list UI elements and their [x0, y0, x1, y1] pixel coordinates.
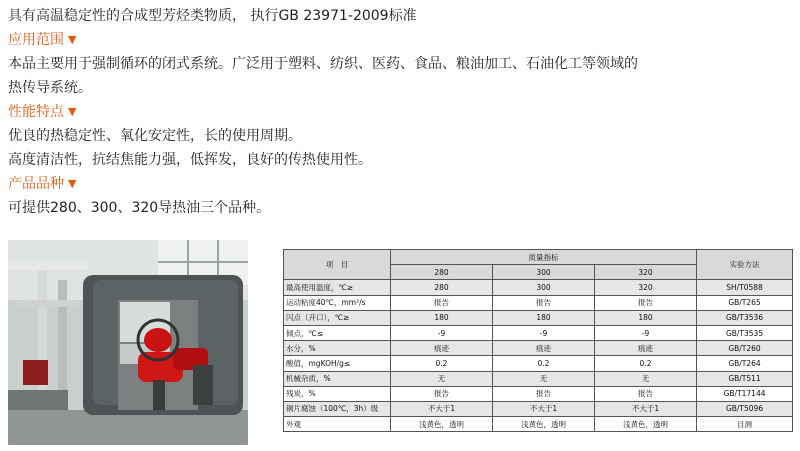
table-row	[284, 325, 793, 340]
grade-header-320: 320	[595, 265, 697, 280]
table-row	[284, 356, 793, 371]
quality-spec-table	[283, 249, 793, 432]
value-cell: 不大于1	[595, 401, 697, 416]
item-cell: 最高使用温度，℃≥	[284, 280, 391, 295]
grade-header-300: 300	[493, 265, 595, 280]
value-cell: 报告	[595, 295, 697, 310]
value-cell: 无	[595, 371, 697, 386]
application-line-2: 热传导系统。	[8, 80, 92, 96]
table-row	[284, 371, 793, 386]
value-cell: 报告	[391, 386, 493, 401]
value-cell: 报告	[493, 295, 595, 310]
value-cell: 浅黄色，透明	[595, 417, 697, 432]
value-cell: 0.2	[595, 356, 697, 371]
method-cell: GB/T260	[697, 341, 793, 356]
method-cell: GB/T5096	[697, 401, 793, 416]
item-cell: 闪点（开口），℃≥	[284, 310, 391, 325]
item-header: 项 目	[284, 250, 391, 280]
item-cell: 运动粘度40℃，mm²/s	[284, 295, 391, 310]
value-cell: 痕迹	[391, 341, 493, 356]
product-description	[8, 4, 792, 220]
value-cell: -9	[493, 325, 595, 340]
value-cell: 180	[595, 310, 697, 325]
method-cell: SH/T0588	[697, 280, 793, 295]
value-cell: 浅黄色，透明	[391, 417, 493, 432]
triangle-down-icon: ▼	[68, 33, 77, 46]
table-row	[284, 310, 793, 325]
table-row	[284, 401, 793, 416]
section-heading-products	[8, 172, 792, 196]
method-header: 实验方法	[697, 250, 793, 280]
grade-header-280: 280	[391, 265, 493, 280]
value-cell: 180	[391, 310, 493, 325]
method-cell: GB/T3536	[697, 310, 793, 325]
features-line-2: 高度清洁性，抗结焦能力强，低挥发，良好的传热使用性。	[8, 152, 372, 168]
value-cell: -9	[391, 325, 493, 340]
item-cell: 残炭，%	[284, 386, 391, 401]
products-line-1: 可提供280、300、320导热油三个品种。	[8, 200, 271, 216]
item-cell: 铜片腐蚀（100℃，3h）级	[284, 401, 391, 416]
table-row	[284, 341, 793, 356]
table-row	[284, 280, 793, 295]
value-cell: 报告	[493, 386, 595, 401]
method-cell: 目测	[697, 417, 793, 432]
value-cell: 0.2	[391, 356, 493, 371]
item-cell: 机械杂质，%	[284, 371, 391, 386]
value-cell: 0.2	[493, 356, 595, 371]
value-cell: 无	[391, 371, 493, 386]
features-line-1: 优良的热稳定性、氧化安定性，长的使用周期。	[8, 128, 302, 144]
section-heading-label: 性能特点	[8, 104, 64, 120]
value-cell: 300	[493, 280, 595, 295]
method-cell: GB/T265	[697, 295, 793, 310]
value-cell: 不大于1	[493, 401, 595, 416]
method-cell: GB/T17144	[697, 386, 793, 401]
boiler-photo	[8, 240, 248, 445]
item-cell: 水分，%	[284, 341, 391, 356]
table-row	[284, 386, 793, 401]
method-cell: GB/T511	[697, 371, 793, 386]
value-cell: -9	[595, 325, 697, 340]
application-line-1: 本品主要用于强制循环的闭式系统。广泛用于塑料、纺织、医药、食品、粮油加工、石油化工等领域的	[8, 56, 638, 72]
quality-header: 质量指标	[391, 250, 697, 265]
method-cell: GB/T3535	[697, 325, 793, 340]
method-cell: GB/T264	[697, 356, 793, 371]
value-cell: 痕迹	[595, 341, 697, 356]
value-cell: 报告	[595, 386, 697, 401]
table-row	[284, 295, 793, 310]
triangle-down-icon: ▼	[68, 177, 77, 190]
intro-text: 具有高温稳定性的合成型芳烃类物质， 执行GB 23971-2009标准	[8, 8, 417, 24]
value-cell: 报告	[391, 295, 493, 310]
table-row	[284, 417, 793, 432]
item-cell: 酸值，mgKOH/g≤	[284, 356, 391, 371]
section-heading-application	[8, 28, 792, 52]
section-heading-features	[8, 100, 792, 124]
value-cell: 痕迹	[493, 341, 595, 356]
value-cell: 无	[493, 371, 595, 386]
value-cell: 不大于1	[391, 401, 493, 416]
section-heading-label: 产品品种	[8, 176, 64, 192]
item-cell: 外观	[284, 417, 391, 432]
item-cell: 倾点，℃≤	[284, 325, 391, 340]
triangle-down-icon: ▼	[68, 105, 77, 118]
value-cell: 280	[391, 280, 493, 295]
value-cell: 浅黄色，透明	[493, 417, 595, 432]
value-cell: 320	[595, 280, 697, 295]
value-cell: 180	[493, 310, 595, 325]
section-heading-label: 应用范围	[8, 32, 64, 48]
